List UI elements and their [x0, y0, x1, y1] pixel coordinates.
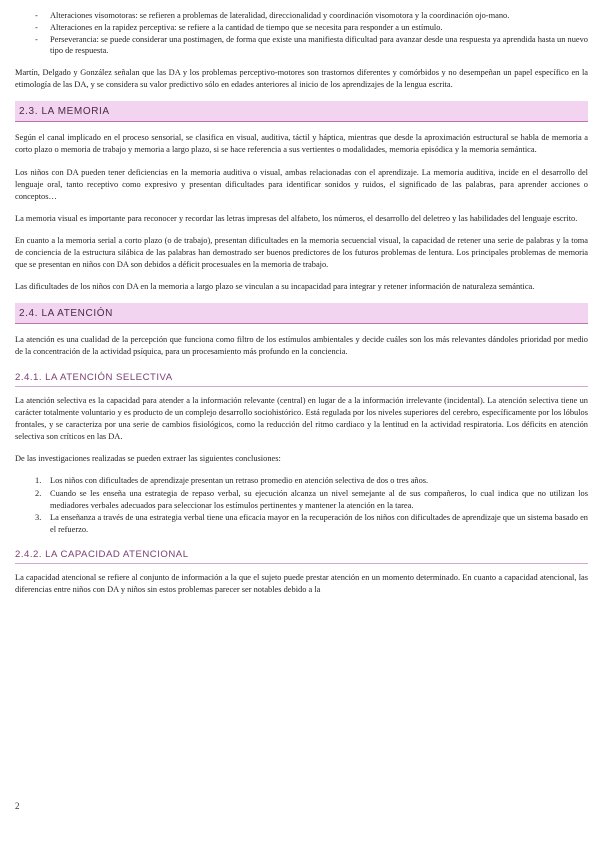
list-item: - Alteraciones en la rapidez perceptiva: se refiere a la cantidad de tiempo que se necesita para responder a un estímulo. — [35, 22, 443, 32]
section-heading-text: 2.4. LA ATENCIÓN — [19, 307, 113, 319]
subsection-heading-capacidad — [15, 546, 588, 564]
paragraph: Los niños con DA pueden tener deficiencias en la memoria auditiva o visual, ambas relacionadas con el aprendizaje. La memoria auditiva, incide en el desarrollo del lenguaje oral, tanto receptivo como expresivo y presentan dificultades para identificar sonidos y ruidos, el significado de las palabras, para aprender acciones o conceptos… — [15, 167, 588, 201]
list-marker: - — [35, 34, 38, 44]
list-item: - Alteraciones visomotoras: se refieren a problemas de lateralidad, direccionalidad y coordinación visomotora y la coordinación ojo-mano. — [35, 11, 510, 20]
paragraph: La atención selectiva es la capacidad para atender a la información relevante (central) en lugar de a la información irrelevante (incidental). La atención selectiva tiene un carácter totalmente voluntario y es producto de un complejo desarrollo sociohistórico. Está regulada por los niveles superiores del cerebro, específicamente por los lóbulos frontales, y se caracteriza por una serie de cambios fisiológicos, como la reducción del ritmo cardiaco y la lentitud en la actividad respiratoria. Los déficits en atención selectiva son críticos en las DA. — [15, 395, 588, 441]
paragraph: La atención es una cualidad de la percepción que funciona como filtro de los estímulos ambientales y decide cuáles son los más relevantes dándoles prioridad por medio de la concentración de la actividad psíquica, para un procesamiento más profundo en la conciencia. — [15, 335, 588, 357]
section-heading-memoria — [15, 101, 588, 122]
conclusions-list — [15, 475, 588, 536]
perceptual-alterations-list — [15, 10, 588, 57]
paragraph: La capacidad atencional se refiere al conjunto de información a la que el sujeto puede prestar atención en un momento determinado. En cuanto a capacidad atencional, las diferencias entre niños con DA y niños sin estos problemas parecer ser notables debido a la — [15, 572, 588, 595]
list-marker: - — [35, 22, 38, 32]
section-heading-text: 2.3. LA MEMORIA — [19, 105, 110, 117]
subsection-heading-text: 2.4.2. LA CAPACIDAD ATENCIONAL — [15, 548, 189, 560]
intro-paragraph: Martín, Delgado y González señalan que las DA y los problemas perceptivo-motores son trastornos diferentes y comórbidos y no desempeñan un papel específico en la etimología de las DA, y se considera su valor predictivo sólo en edades anteriores al inicio de los aprendizajes de la lengua escrita. — [15, 68, 588, 90]
paragraph: De las investigaciones realizadas se pueden extraer las siguientes conclusiones: — [15, 453, 281, 463]
section-heading-atencion — [15, 303, 588, 324]
list-item: - Perseverancia: se puede considerar una postimagen, de forma que existe una manifiesta dificultad para avanzar desde una respuesta ya aprendida hasta un nuevo tipo de respuesta. — [35, 34, 588, 56]
paragraph: En cuanto a la memoria serial a corto plazo (o de trabajo), presentan dificultades en la memoria secuencial visual, la capacidad de retener una serie de palabras y la toma de conciencia de la estructura silábica de las palabras han demostrado ser buenos predictores de los futuros problemas de lentura. Los principales problemas de memoria que se presentan en niños con DA son debidos a déficit procesuales en la memoria de trabajo. — [15, 235, 588, 270]
list-item: 1. Los niños con dificultades de aprendizaje presentan un retraso promedio en atención selectiva de dos o tres años. — [35, 475, 429, 485]
subsection-heading-selectiva — [15, 369, 588, 387]
list-item: 3. La enseñanza a través de una estrategia verbal tiene una eficacia mayor en la recuperación de los niños con dificultades de aprendizaje que un sistema basado en el refuerzo. — [35, 513, 588, 535]
page-number: 2 — [15, 801, 20, 811]
paragraph: Según el canal implicado en el proceso sensorial, se clasifica en visual, auditiva, táctil y háptica, mientras que desde la aproximación estructural se habla de memoria a corto plazo o memoria de trabajo y memoria a largo plazo, si se hace referencia a sus vertientes o modalidades, memoria episódica y la memoria semántica. — [15, 133, 588, 155]
list-marker: - — [35, 11, 38, 20]
list-item: 2. Cuando se les enseña una estrategia de repaso verbal, su ejecución alcanza un nivel semejante al de sus compañeros, lo cual indica que no utilizan los mediadores verbales adecuados para seleccionar los estímulos pertinentes y mantener la atención en la tarea. — [35, 488, 588, 510]
list-number: 1. — [35, 475, 42, 485]
paragraph: La memoria visual es importante para reconocer y recordar las letras impresas del alfabeto, los números, el desarrollo del deletreo y las habilidades del lenguaje escrito. — [15, 213, 578, 223]
list-number: 2. — [35, 488, 42, 498]
paragraph: Las dificultades de los niños con DA en la memoria a largo plazo se vinculan a su incapacidad para integrar y retener información de naturaleza semántica. — [15, 282, 535, 292]
subsection-heading-text: 2.4.1. LA ATENCIÓN SELECTIVA — [15, 371, 173, 383]
list-number: 3. — [35, 513, 42, 523]
